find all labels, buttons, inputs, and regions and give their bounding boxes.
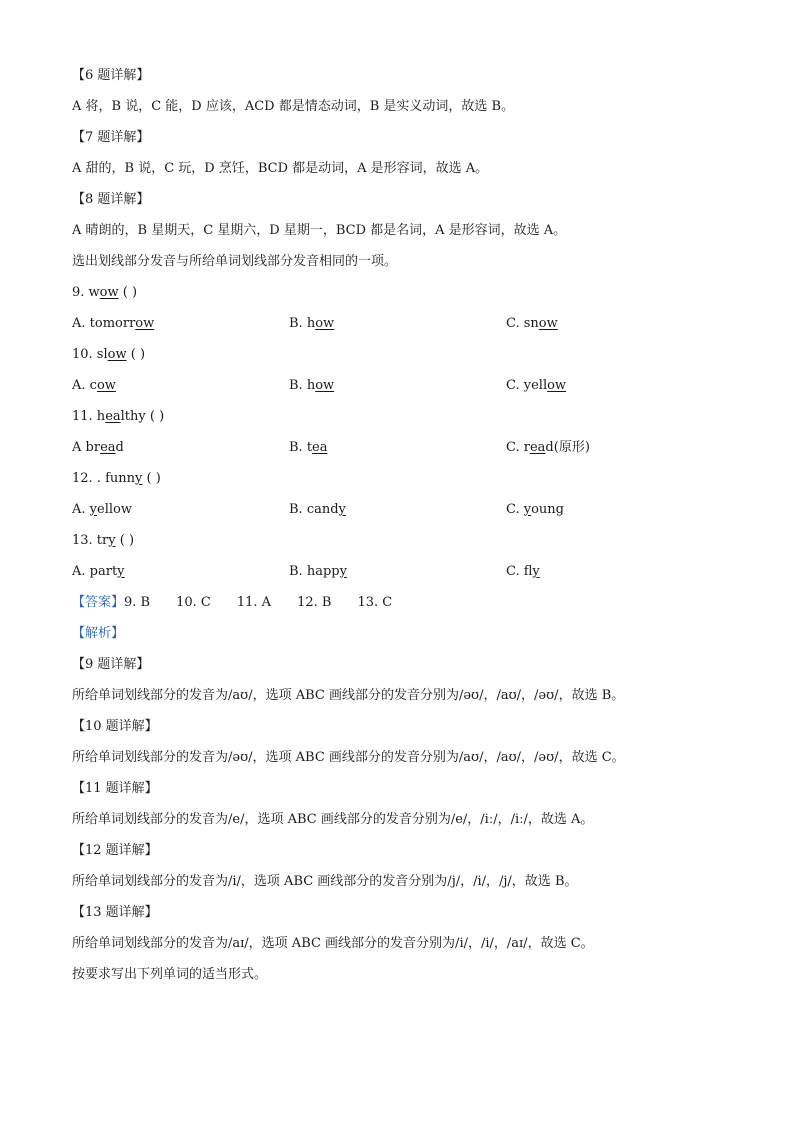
option-b: B. happy	[289, 564, 347, 579]
option-b: B. tea	[289, 440, 328, 455]
option-c: C. yellow	[506, 378, 567, 393]
document-page	[72, 60, 732, 990]
section-heading: 【12 题详解】	[72, 843, 158, 858]
question-stem: 10. slow ( )	[72, 347, 146, 362]
section-heading: 【6 题详解】	[72, 68, 150, 83]
question-stem: 12. . funny ( )	[72, 471, 161, 486]
instruction-text: 按要求写出下列单词的适当形式。	[72, 967, 268, 982]
answer-item: 13. C	[357, 595, 393, 610]
answer-row	[72, 587, 732, 618]
instruction-text: 选出划线部分发音与所给单词划线部分发音相同的一项。	[72, 254, 398, 269]
section-heading: 【10 题详解】	[72, 719, 158, 734]
section-heading: 【13 题详解】	[72, 905, 158, 920]
option-b: B. candy	[289, 502, 346, 517]
explanation-text: 所给单词划线部分的发音为/aɪ/，选项 ABC 画线部分的发音分别为/i/，/i/，/aɪ/，故选 C。	[72, 936, 594, 951]
section-heading: 【7 题详解】	[72, 130, 150, 145]
analysis-label: 【解析】	[72, 626, 125, 641]
options-row	[72, 494, 732, 525]
section-heading: 【9 题详解】	[72, 657, 150, 672]
option-b: B. how	[289, 316, 335, 331]
option-c: C. young	[506, 502, 565, 517]
explanation-text: 所给单词划线部分的发音为/aʊ/，选项 ABC 画线部分的发音分别为/əʊ/，/aʊ/，/əʊ/，故选 B。	[72, 688, 625, 703]
option-a: A bread	[72, 440, 124, 455]
explanation-text: 所给单词划线部分的发音为/əʊ/，选项 ABC 画线部分的发音分别为/aʊ/，/aʊ/，/əʊ/，故选 C。	[72, 750, 625, 765]
answer-item: 12. B	[297, 595, 332, 610]
explanation-text: 所给单词划线部分的发音为/e/，选项 ABC 画线部分的发音分别为/e/，/iː/，/iː/，故选 A。	[72, 812, 594, 827]
options-row	[72, 308, 732, 339]
options-row	[72, 370, 732, 401]
options-row	[72, 556, 732, 587]
option-c: C. fly	[506, 564, 540, 579]
option-c: C. snow	[506, 316, 558, 331]
option-a: A. yellow	[72, 502, 132, 517]
explanation-text: 所给单词划线部分的发音为/i/，选项 ABC 画线部分的发音分别为/j/，/i/，/j/，故选 B。	[72, 874, 578, 889]
answer-item: 10. C	[176, 595, 211, 610]
option-a: A. tomorrow	[72, 316, 155, 331]
explanation-text: A 晴朗的，B 星期天，C 星期六，D 星期一，BCD 都是名词，A 是形容词，故选 A。	[72, 223, 567, 238]
question-stem: 11. healthy ( )	[72, 409, 165, 424]
explanation-text: A 将，B 说，C 能，D 应该，ACD 都是情态动词，B 是实义动词，故选 B。	[72, 99, 515, 114]
explanation-text: A 甜的，B 说，C 玩，D 烹饪，BCD 都是动词，A 是形容词，故选 A。	[72, 161, 489, 176]
option-b: B. how	[289, 378, 335, 393]
answer-item: 11. A	[236, 595, 272, 610]
question-stem: 9. wow ( )	[72, 285, 138, 300]
answer-item: 9. B	[124, 595, 151, 610]
section-heading: 【8 题详解】	[72, 192, 150, 207]
option-a: A. party	[72, 564, 125, 579]
section-heading: 【11 题详解】	[72, 781, 158, 796]
option-c: C. read(原形)	[506, 440, 590, 455]
options-row	[72, 432, 732, 463]
option-a: A. cow	[72, 378, 116, 393]
answer-label: 【答案】	[72, 595, 125, 610]
question-stem: 13. try ( )	[72, 533, 135, 548]
